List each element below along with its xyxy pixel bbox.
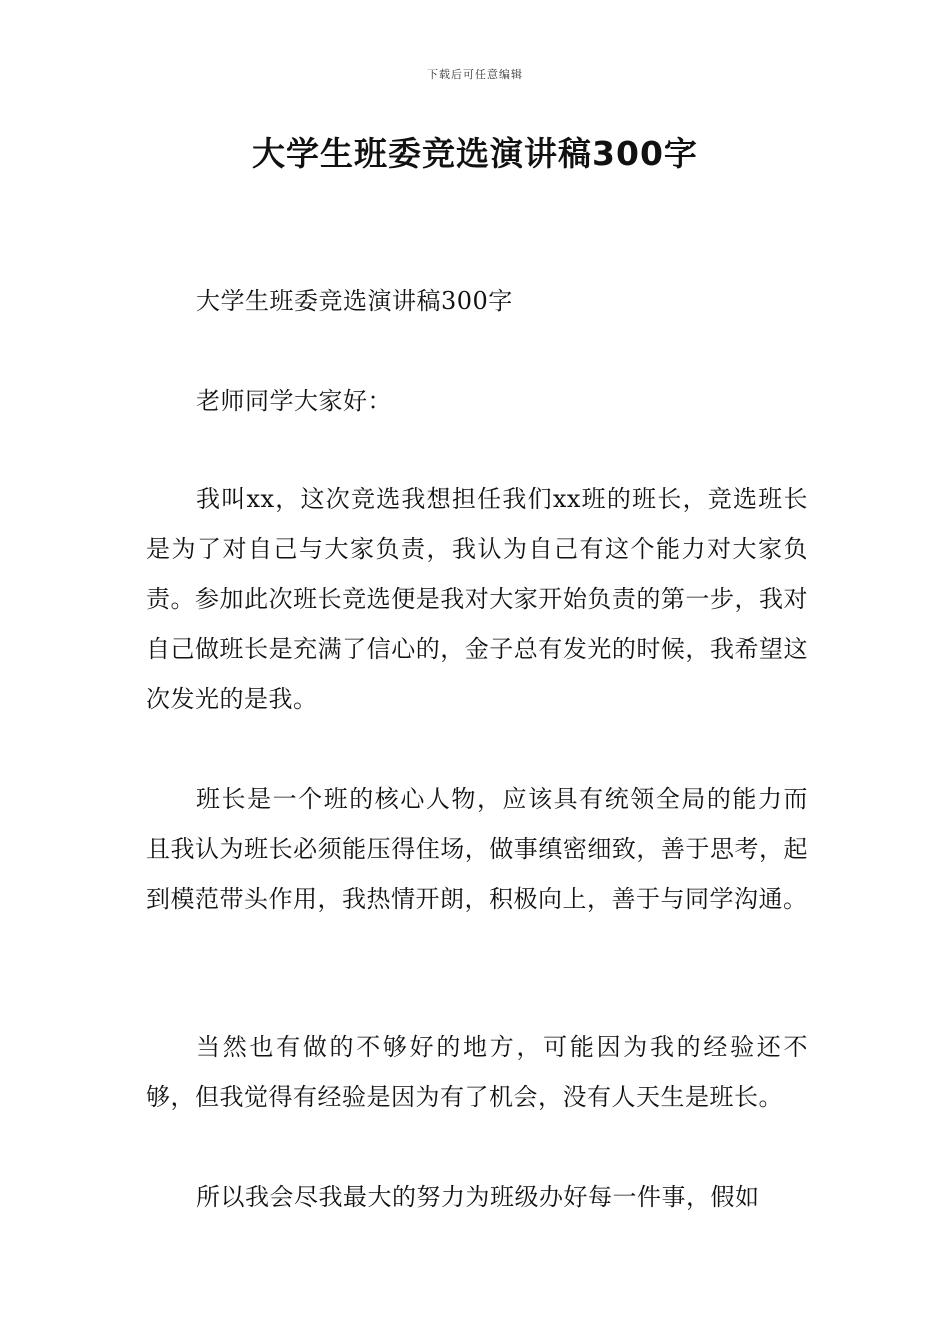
header-note: 下载后可任意编辑 — [427, 68, 523, 81]
paragraph-qualities: 班长是一个班的核心人物，应该具有统领全局的能力而且我认为班长必须能压得住场，做事缜密细致，善于思考，起到模范带头作用，我热情开朗，积极向上，善于与同学沟通。 — [146, 785, 808, 913]
document-title: 大学生班委竞选演讲稿300字 — [252, 134, 698, 173]
paragraph-greeting: 老师同学大家好： — [196, 387, 392, 415]
paragraph-introduction: 我叫xx，这次竞选我想担任我们xx班的班长，竞选班长是为了对自己与大家负责，我认为自己有这个能力对大家负责。参加此次班长竞选便是我对大家开始负责的第一步，我对自己做班长是充满了信心的，金子总有发光的时候，我希望这次发光的是我。 — [146, 485, 808, 713]
paragraph-commitment: 所以我会尽我最大的努力为班级办好每一件事，假如 — [196, 1183, 760, 1211]
paragraph-subtitle: 大学生班委竞选演讲稿300字 — [196, 287, 513, 315]
paragraph-shortcomings: 当然也有做的不够好的地方，可能因为我的经验还不够，但我觉得有经验是因为有了机会，没有人天生是班长。 — [146, 1033, 808, 1111]
